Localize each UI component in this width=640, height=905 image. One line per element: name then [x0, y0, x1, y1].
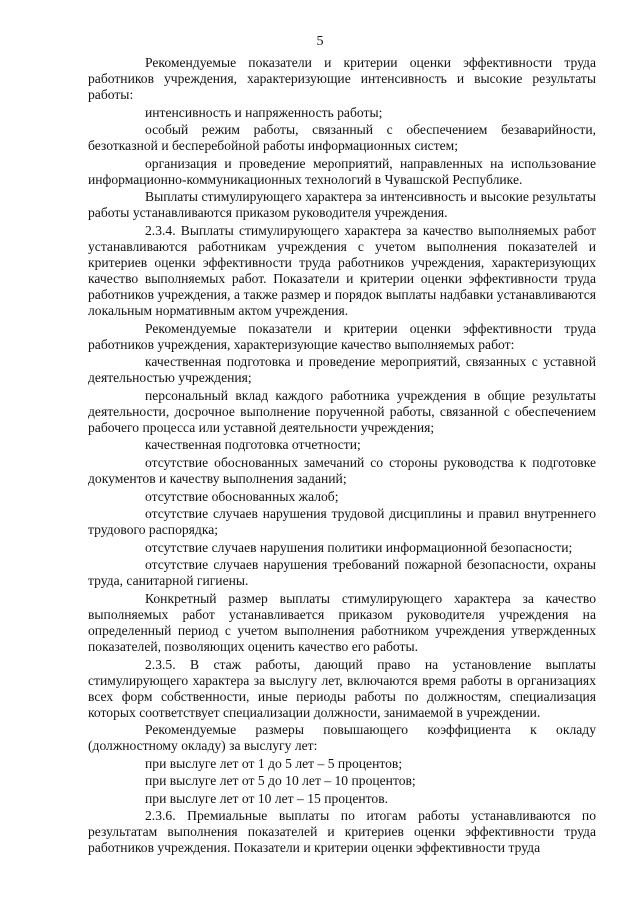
paragraph: персональный вклад каждого работника учреждения в общие результаты деятельности, досрочное выполнение порученной работы, связанной с обеспечением рабочего процесса или уставной деятельности учреждения; — [88, 387, 596, 435]
paragraph: отсутствие обоснованных жалоб; — [145, 488, 339, 504]
paragraph: отсутствие обоснованных замечаний со стороны руководства к подготовке документов и качеству выполнения заданий; — [88, 454, 596, 486]
paragraph: отсутствие случаев нарушения трудовой дисциплины и правил внутреннего трудового распорядка; — [88, 506, 596, 538]
paragraph: организация и проведение мероприятий, направленных на использование информационно-коммуникационных технологий в Чувашской Республике. — [88, 155, 596, 187]
paragraph: Рекомендуемые показатели и критерии оценки эффективности труда работников учреждения, характеризующие интенсивность и высокие результаты работы: — [88, 55, 596, 102]
paragraph: интенсивность и напряженность работы; — [145, 104, 383, 120]
paragraph: 2.3.4. Выплаты стимулирующего характера за качество выполняемых работ устанавливаются работникам учреждения с учетом выполнения показателей и критериев оценки эффективности труда работников учреждения, характеризующих качество выполняемых работ. Показатели и критерии оценки эффективности труда работников учреждения, а также размер и порядок выплаты надбавки устанавливаются локальным нормативным актом учреждения. — [88, 222, 596, 318]
page-number: 5 — [316, 34, 324, 49]
paragraph: Выплаты стимулирующего характера за интенсивность и высокие результаты работы устанавливаются приказом руководителя учреждения. — [88, 189, 596, 221]
paragraph: при выслуге лет от 5 до 10 лет – 10 процентов; — [145, 773, 416, 789]
paragraph: качественная подготовка отчетности; — [145, 437, 361, 453]
document-body — [88, 55, 596, 858]
paragraph: Конкретный размер выплаты стимулирующего характера за качество выполняемых работ устанавливается приказом руководителя учреждения на определенный период с учетом выполнения работником учреждения утвержденных показателей, позволяющих оценить качество его работы. — [88, 590, 596, 654]
paragraph: Рекомендуемые показатели и критерии оценки эффективности труда работников учреждения, характеризующие качество выполняемых работ: — [88, 320, 596, 352]
paragraph: 2.3.6. Премиальные выплаты по итогам работы устанавливаются по результатам выполнения показателей и критериев оценки эффективности труда работников учреждения. Показатели и критерии оценки эффективности труда — [88, 808, 596, 856]
paragraph: особый режим работы, связанный с обеспечением безаварийности, безотказной и бесперебойной работы информационных систем; — [88, 122, 596, 154]
paragraph: при выслуге лет от 10 лет – 15 процентов. — [145, 790, 389, 806]
paragraph: Рекомендуемые размеры повышающего коэффициента к окладу (должностному окладу) за выслугу лет: — [88, 722, 596, 754]
paragraph: качественная подготовка и проведение мероприятий, связанных с уставной деятельностью учреждения; — [88, 354, 596, 386]
paragraph: отсутствие случаев нарушения требований пожарной безопасности, охраны труда, санитарной гигиены. — [88, 557, 596, 589]
paragraph: отсутствие случаев нарушения политики информационной безопасности; — [145, 539, 573, 555]
paragraph: при выслуге лет от 1 до 5 лет – 5 процентов; — [145, 755, 403, 771]
paragraph: 2.3.5. В стаж работы, дающий право на установление выплаты стимулирующего характера за выслугу лет, включаются время работы в организациях всех форм собственности, иные периоды работы по должностям, специализация которых соответствует специализации должности, занимаемой в учреждении. — [88, 656, 596, 720]
